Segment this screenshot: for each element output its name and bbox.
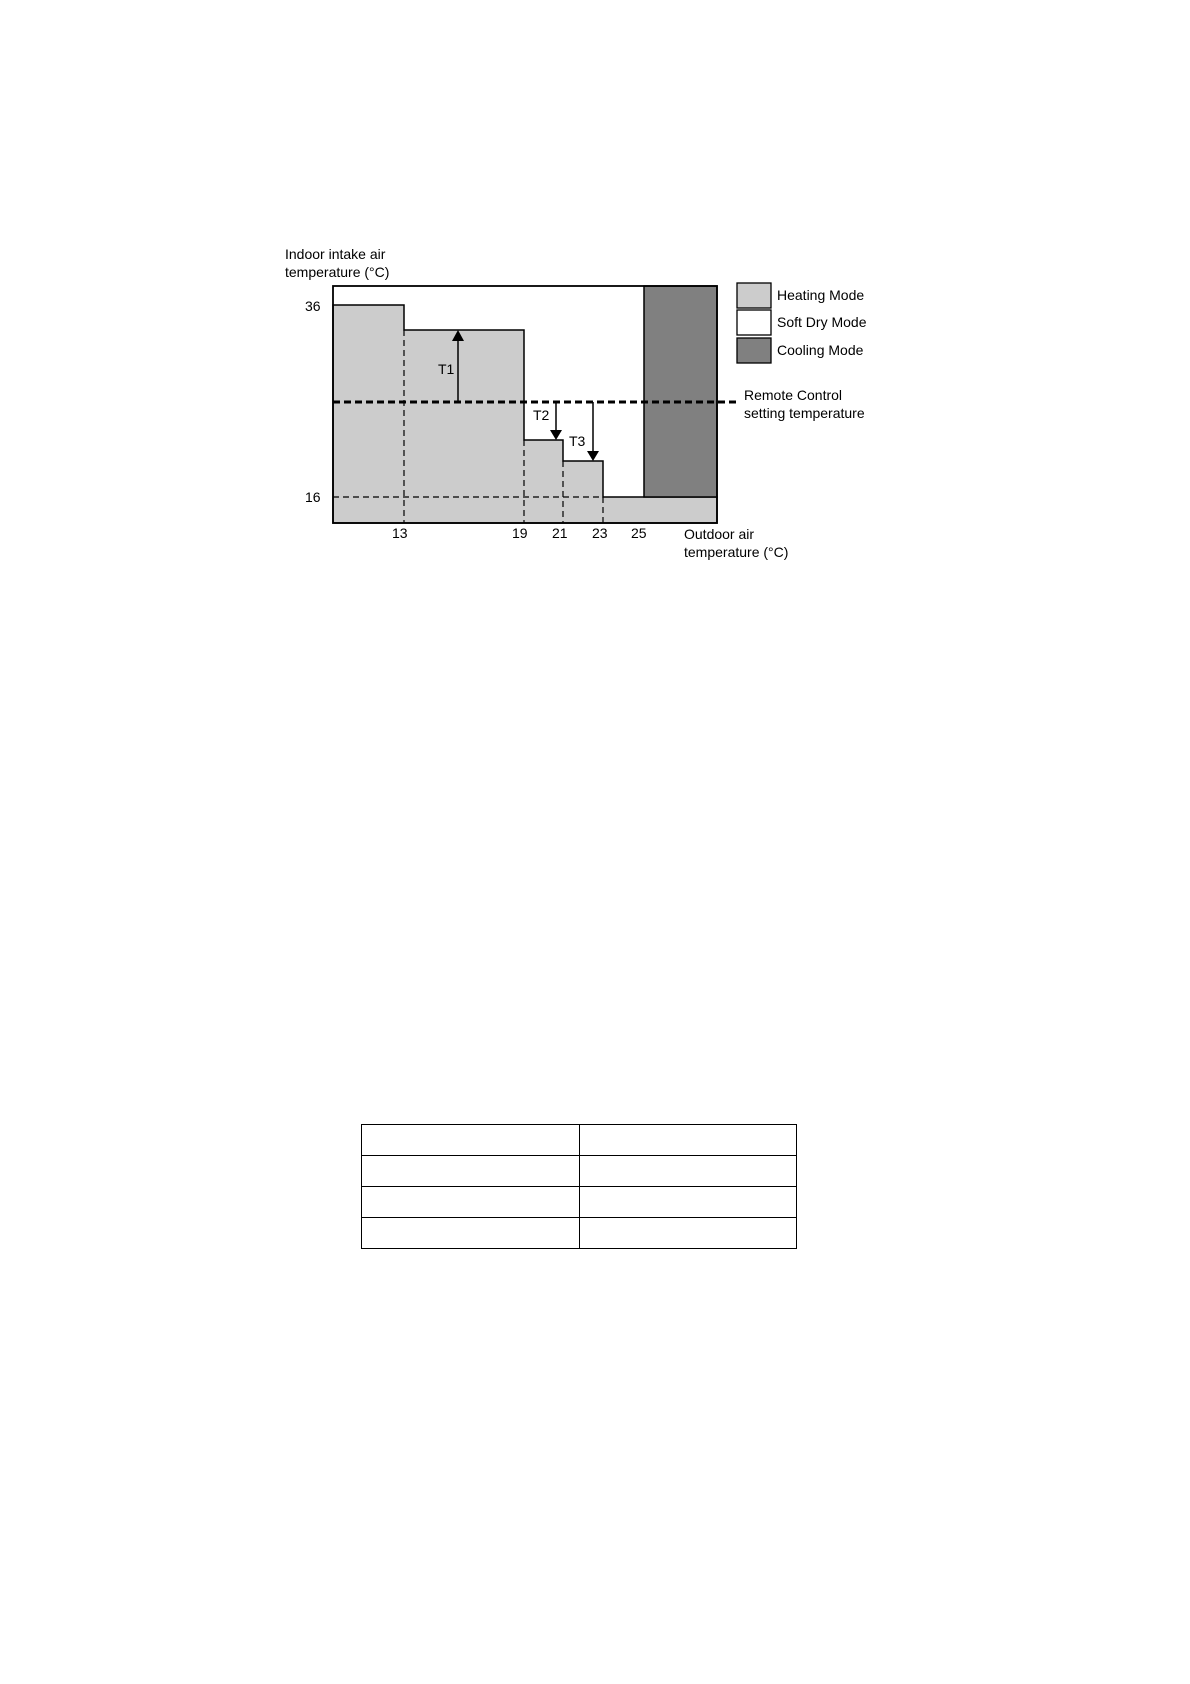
legend-swatch-cooling <box>737 338 771 363</box>
x-tick-23: 23 <box>592 525 608 541</box>
x-tick-25: 25 <box>631 525 647 541</box>
step-label-t3: T3 <box>569 433 586 449</box>
y-tick-16: 16 <box>305 489 321 505</box>
table-row <box>362 1156 797 1187</box>
x-tick-19: 19 <box>512 525 528 541</box>
legend-swatch-heating <box>737 283 771 308</box>
y-tick-36: 36 <box>305 298 321 314</box>
table-cell <box>579 1187 797 1218</box>
table-cell <box>579 1156 797 1187</box>
y-axis-label-line-2: temperature (°C) <box>285 264 390 280</box>
step-label-t2: T2 <box>533 407 550 423</box>
table-cell <box>362 1218 580 1249</box>
blank-table <box>361 1124 797 1249</box>
legend-label-heating: Heating Mode <box>777 287 865 303</box>
setting-line-label-line-1: Remote Control <box>744 387 843 403</box>
table-cell <box>362 1187 580 1218</box>
legend-swatch-soft-dry <box>737 310 771 335</box>
legend-label-cooling: Cooling Mode <box>777 342 864 358</box>
x-tick-21: 21 <box>552 525 568 541</box>
table-cell <box>579 1218 797 1249</box>
table-row <box>362 1218 797 1249</box>
table-cell <box>579 1125 797 1156</box>
table-row <box>362 1125 797 1156</box>
x-axis-label-line-1: Outdoor air <box>684 526 755 542</box>
table-cell <box>362 1125 580 1156</box>
cooling-region <box>644 286 717 497</box>
y-axis-label-line-1: Indoor intake air <box>285 246 386 262</box>
step-label-t1: T1 <box>438 361 455 377</box>
table-row <box>362 1187 797 1218</box>
legend-label-soft-dry: Soft Dry Mode <box>777 314 867 330</box>
legend <box>737 283 867 363</box>
setting-line-label-line-2: setting temperature <box>744 405 865 421</box>
x-axis-label-line-2: temperature (°C) <box>684 544 789 560</box>
table-cell <box>362 1156 580 1187</box>
x-tick-13: 13 <box>392 525 408 541</box>
